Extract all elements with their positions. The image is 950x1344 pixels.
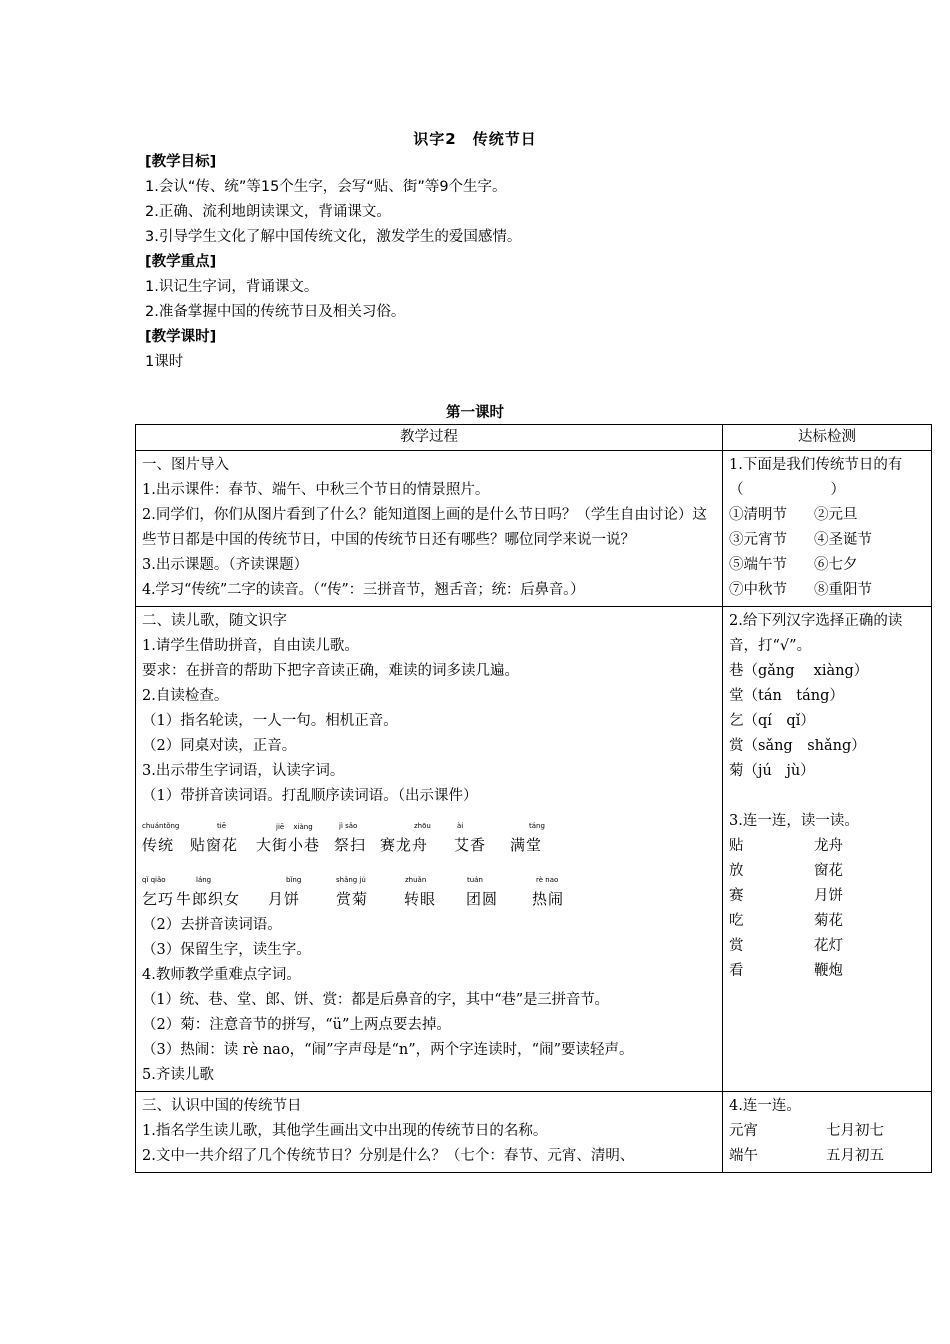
match-left: 放 [729,863,744,879]
section3-left [136,1092,723,1173]
question-text: 1.下面是我们传统节日的有（ ） [729,457,903,498]
table-header-row [136,425,932,451]
intro-line: 1课时 [145,354,184,370]
text-line: 5.齐读儿歌 [142,1067,214,1083]
question-text: 2.给下列汉字选择正确的读音，打“√”。 [729,613,903,654]
intro-line: 1.会认“传、统”等15个生字，会写“贴、街”等9个生字。 [145,179,507,195]
text-line: 4.教师教学重难点字词。 [142,967,301,983]
option-item: ③元宵节 [729,532,787,548]
text-line: 4.学习“传统”二字的读音。（“传”：三拼音节，翘舌音；统：后鼻音。） [142,582,585,598]
pinyin-word: ài 艾香 [454,822,487,854]
reading-option: 巷（gǎng xiàng） [729,663,869,679]
lesson-intro [145,150,935,375]
pinyin-word: shǎng jú 赏菊 [336,876,369,908]
intro-line: 2.准备掌握中国的传统节日及相关习俗。 [145,304,406,320]
text-line: 1.指名学生读儿歌，其他学生画出文中出现的传统节日的名称。 [142,1123,548,1139]
text-line: 3.出示带生字词语，认读字词。 [142,763,345,779]
option-item: ①清明节 [729,507,787,523]
text-line: （1）带拼音读词语。打乱顺序读词语。（出示课件） [142,788,478,804]
pinyin-word: jì sǎo 祭扫 [334,822,367,854]
match-right: 七月初七 [826,1123,884,1139]
reading-option: 菊（jú jù） [729,763,815,779]
reading-option: 乞（qí qǐ） [729,713,815,729]
pinyin-word-row [142,863,716,909]
text-line: （3）热闹：读 rè nao，“闹”字声母是“n”，两个字连读时，“闹”要读轻声。 [142,1042,634,1058]
match-right: 五月初五 [826,1148,884,1164]
section1-left [136,451,723,607]
section2-right [723,607,932,1092]
text-line: 2.同学们，你们从图片看到了什么？能知道图上画的是什么节日吗？（学生自由讨论）这些节日都是中国的传统节日，中国的传统节日还有哪些？哪位同学来说一说？ [142,507,707,548]
text-line: 二、读儿歌，随文识字 [142,613,287,629]
pinyin-word: zhuǎn 转眼 [404,876,437,908]
pinyin-word: táng 满堂 [510,822,545,854]
intro-line: 2.正确、流利地朗读课文，背诵课文。 [145,204,391,220]
option-item: ⑧重阳节 [814,582,872,598]
text-line: 要求：在拼音的帮助下把字音读正确，难读的词多读几遍。 [142,663,519,679]
question-text: 4.连一连。 [729,1098,801,1114]
match-left: 端午 [729,1148,758,1164]
reading-option: 赏（sǎng shǎng） [729,738,866,754]
text-line: 2.自读检查。 [142,688,229,704]
section3-right [723,1092,932,1173]
table-row [136,451,932,607]
text-line: 2.文中一共介绍了几个传统节日？分别是什么？（七个：春节、元宵、清明、 [142,1148,635,1164]
text-line: （2）菊：注意音节的拼写，“ü”上两点要去掉。 [142,1017,451,1033]
question-text: 3.连一连，读一读。 [729,813,859,829]
match-right: 龙舟 [814,838,843,854]
text-line: （1）指名轮读，一人一句。相机正音。 [142,713,398,729]
match-left: 看 [729,963,744,979]
header-process: 教学过程 [136,425,723,451]
header-check: 达标检测 [723,425,932,451]
match-right: 鞭炮 [814,963,843,979]
option-item: ⑦中秋节 [729,582,787,598]
match-left: 吃 [729,913,744,929]
matching-grid [729,834,925,984]
intro-line: [教学重点] [145,254,217,270]
option-grid [729,503,925,603]
intro-line: [教学目标] [145,154,217,170]
pinyin-word: tiē 贴窗花 [190,822,239,854]
table-row [136,1092,932,1173]
matching-grid [729,1119,925,1169]
lesson-table [135,424,932,1173]
option-item: ⑤端午节 [729,557,787,573]
match-right: 菊花 [814,913,843,929]
table-row [136,607,932,1092]
pinyin-word: zhōu 赛龙舟 [380,822,431,854]
text-line: （2）同桌对读，正音。 [142,738,297,754]
text-line: （2）去拼音读词语。 [142,917,282,933]
text-line: 一、图片导入 [142,457,229,473]
match-right: 窗花 [814,863,843,879]
option-item: ②元旦 [814,507,858,523]
option-item: ④圣诞节 [814,532,872,548]
text-line: （1）统、巷、堂、郎、饼、赏：都是后鼻音的字，其中“巷”是三拼音节。 [142,992,609,1008]
pinyin-word: rè nao 热闹 [532,876,565,908]
session-title: 第一课时 [446,405,504,421]
text-line: （3）保留生字，读生字。 [142,942,311,958]
intro-line: 3.引导学生文化了解中国传统文化，激发学生的爱国感情。 [145,229,522,245]
match-left: 赛 [729,888,744,904]
pinyin-word: chuántǒng 传统 [142,822,180,854]
option-item: ⑥七夕 [814,557,858,573]
pinyin-word-row [142,813,716,855]
pinyin-word: bǐng 月饼 [268,876,302,908]
pinyin-word: jiē xiàng 大街小巷 [256,823,321,854]
intro-line: 1.识记生字词，背诵课文。 [145,279,319,295]
match-right: 月饼 [814,888,843,904]
text-line: 1.请学生借助拼音，自由读儿歌。 [142,638,359,654]
match-left: 贴 [729,838,744,854]
section2-left [136,607,723,1092]
pinyin-word: láng 牛郎织女 [176,876,241,908]
lesson-title: 识字2 传统节日 [413,130,537,148]
reading-option: 堂（tán táng） [729,688,844,704]
match-left: 元宵 [729,1123,758,1139]
text-line: 1.出示课件：春节、端午、中秋三个节日的情景照片。 [142,482,490,498]
intro-line: [教学课时] [145,329,217,345]
match-left: 赏 [729,938,744,954]
pinyin-word: tuán 团圆 [466,876,499,908]
match-right: 花灯 [814,938,843,954]
section1-right [723,451,932,607]
pinyin-word: qǐ qiǎo 乞巧 [142,876,175,908]
text-line: 三、认识中国的传统节日 [142,1098,302,1114]
text-line: 3.出示课题。（齐读课题） [142,557,309,573]
